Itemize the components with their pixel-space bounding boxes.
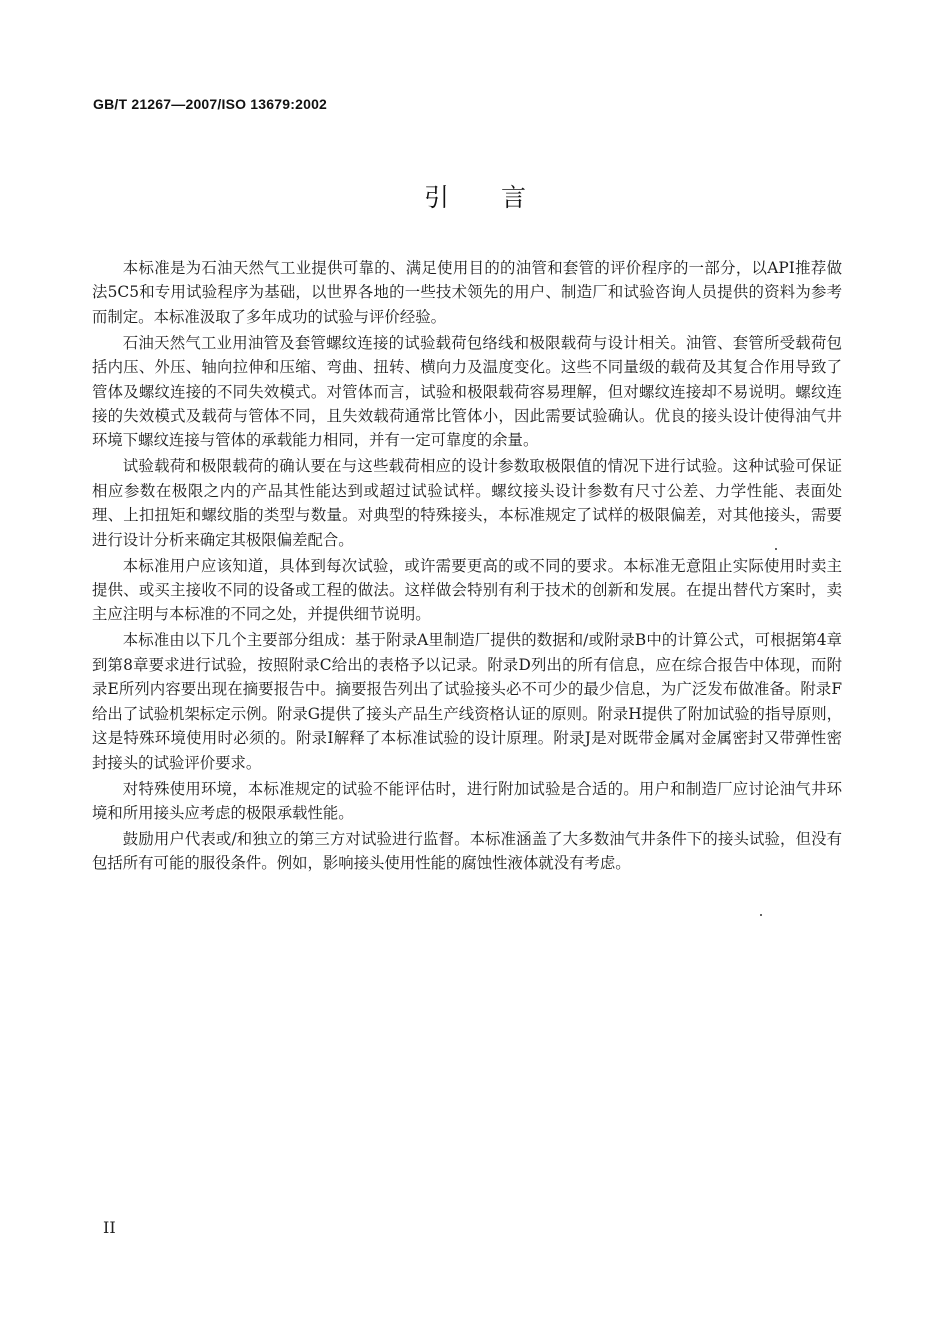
paragraph: 本标准是为石油天然气工业提供可靠的、满足使用目的的油管和套管的评价程序的一部分，以API推荐做法5C5和专用试验程序为基础，以世界各地的一些技术领先的用户、制造厂和试验咨询人员提供的资料为参考而制定。本标准汲取了多年成功的试验与评价经验。 (92, 259, 842, 326)
paragraph: 石油天然气工业用油管及套管螺纹连接的试验载荷包络线和极限载荷与设计相关。油管、套管所受载荷包括内压、外压、轴向拉伸和压缩、弯曲、扭转、横向力及温度变化。这些不同量级的载荷及其复合作用导致了管体及螺纹连接的不同失效模式。对管体而言，试验和极限载荷容易理解，但对螺纹连接却不易说明。螺纹连接的失效模式及载荷与管体不同，且失效载荷通常比管体小，因此需要试验确认。优良的接头设计使得油气井环境下螺纹连接与管体的承载能力相同，并有一定可靠度的余量。 (92, 333, 842, 450)
scan-speck (775, 548, 777, 550)
paragraph: 对特殊使用环境，本标准规定的试验不能评估时，进行附加试验是合适的。用户和制造厂应讨论油气井环境和所用接头应考虑的极限承载性能。 (92, 779, 842, 822)
page-number: II (103, 1218, 116, 1237)
paragraph: 本标准由以下几个主要部分组成：基于附录A里制造厂提供的数据和/或附录B中的计算公式，可根据第4章到第8章要求进行试验，按照附录C给出的表格予以记录。附录D列出的所有信息，应在综合报告中体现，而附录E所列内容要出现在摘要报告中。摘要报告列出了试验接头必不可少的最少信息，为广泛发布做准备。附录F给出了试验机架标定示例。附录G提供了接头产品生产线资格认证的原则。附录H提供了附加试验的指导原则，这是特殊环境使用时必须的。附录I解释了本标准试验的设计原理。附录J是对既带金属对金属密封又带弹性密封接头的试验评价要求。 (92, 631, 842, 772)
scan-speck (760, 914, 762, 916)
paragraph: 鼓励用户代表或/和独立的第三方对试验进行监督。本标准涵盖了大多数油气井条件下的接头试验，但没有包括所有可能的服役条件。例如，影响接头使用性能的腐蚀性液体就没有考虑。 (92, 829, 842, 873)
paragraph: 试验载荷和极限载荷的确认要在与这些载荷相应的设计参数取极限值的情况下进行试验。这种试验可保证相应参数在极限之内的产品其性能达到或超过试验试样。螺纹接头设计参数有尺寸公差、力学性能、表面处理、上扣扭矩和螺纹脂的类型与数量。对典型的特殊接头，本标准规定了试样的极限偏差，对其他接头，需要进行设计分析来确定其极限偏差配合。 (92, 457, 842, 549)
paragraph: 本标准用户应该知道，具体到每次试验，或许需要更高的或不同的要求。本标准无意阻止实际使用时卖主提供、或买主接收不同的设备或工程的做法。这样做会特别有利于技术的创新和发展。在提出替代方案时，卖主应注明与本标准的不同之处，并提供细节说明。 (92, 556, 842, 624)
standard-number-header: GB/T 21267—2007/ISO 13679:2002 (93, 96, 328, 112)
body-text (92, 256, 842, 877)
section-title: 引言 (423, 183, 578, 212)
